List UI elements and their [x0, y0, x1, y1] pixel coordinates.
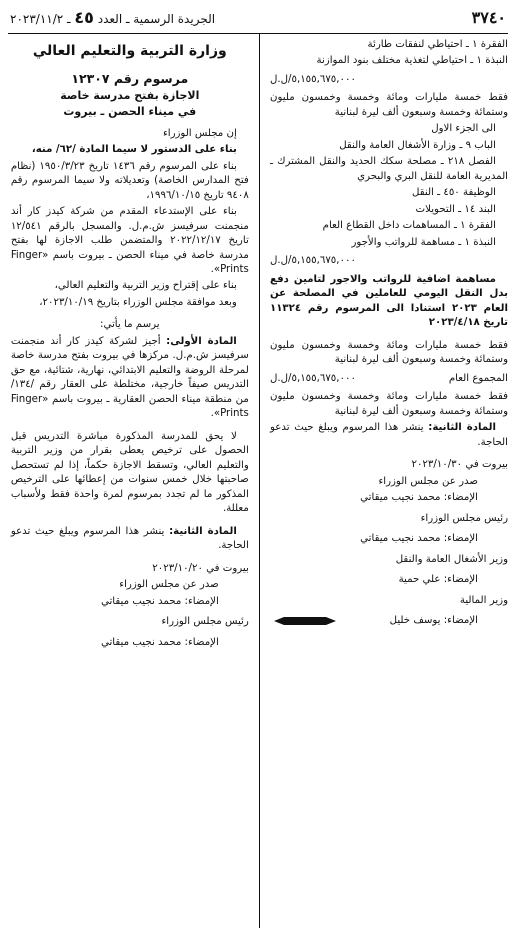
budget-line: البند ١٤ ـ التحويلات [415, 203, 496, 215]
columns [8, 34, 508, 928]
budget-line: الوظيفة ٤٥٠ ـ النقل [412, 187, 496, 199]
budget-line: الفصل ٢١٨ ـ مصلحة سكك الحديد والنقل المشترك ـ المديرية العامة للنقل البري والبحري [270, 156, 508, 182]
amount-in-words: فقط خمسة مليارات ومائة وخمسة وخمسون مليون وستمائة وخمسة وسبعون ألف ليرة لبنانية [270, 92, 508, 118]
publication-name: الجريدة الرسمية ـ العدد [97, 12, 216, 27]
signature: الإمضاء: علي حمية [398, 574, 478, 586]
total-amount: ٥,١٥٥,٦٧٥,٠٠٠/ل.ل [270, 372, 356, 384]
basis-line: بناء على إقتراح وزير التربية والتعليم العالي، [54, 280, 237, 292]
budget-line: النبذة ١ ـ مساهمة للرواتب والأجور [351, 236, 496, 248]
amount-in-words: فقط خمسة مليارات ومائة وخمسة وخمسون مليون وستمائة وخمسة وسبعون ألف ليرة لبنانية [270, 339, 508, 366]
signature: الإمضاء: محمد نجيب ميقاتي [100, 636, 219, 648]
issue-number: ٤٥ [74, 8, 94, 28]
total-label: المجموع العام [448, 372, 508, 384]
signature: الإمضاء: محمد نجيب ميقاتي [360, 492, 478, 504]
ministry-title: وزارة التربية والتعليم العالي [32, 43, 227, 59]
basis-line: بناء على المرسوم رقم ١٤٣٦ تاريخ ١٩٥٠/٣/٢٣ (نظام فتح المدارس الخاصة) وتعديلاته ولا سيما المرسوم رقم ٩٤٠٨ تاريخ ١٩٩٦/١٠/١٥، [10, 160, 249, 201]
basis-line: بناء على الإستدعاء المقدم من شركة كيدز كار أند منجمنت سرفيسز ش.م.ل. والمسجل بالرقم ١٢/٥٤١ تاريخ ٢٠٢٢/١٢/١٧ والمتضمن طلب الاجازة لها بفتح مدرسة خاصة في ميناء الحصن ـ بيروت باسم «Finger Prints». [10, 206, 249, 275]
article-text: ينشر هذا المرسوم ويبلغ حيث تدعو الحاجة. [270, 422, 508, 448]
place-date: بيروت في ٢٠٢٣/١٠/٢٠ [152, 562, 249, 574]
restriction-paragraph: لا يحق للمدرسة المذكورة مباشرة التدريس قبل الحصول على ترخيص يعطى بقرار من وزير التربية والتعليم العالي، وتسقط الاجازة حكماً، إذا لم تستحصل صاحبتها خلال خمس سنوات من إعطائها على الترخيص المذكور ما لم تجدد بمرسوم لمرة واحدة فقط ولأسباب معللة. [10, 430, 249, 515]
page-header [8, 0, 508, 34]
article-label: المادة الثانية: [169, 525, 237, 537]
budget-line: الفقرة ١ ـ المساهمات داخل القطاع العام [322, 220, 496, 232]
article-2 [11, 525, 249, 554]
article-text: ينشر هذا المرسوم ويبلغ حيث تدعو الحاجة. [10, 525, 249, 552]
issued-by: صدر عن مجلس الوزراء [378, 475, 478, 487]
basis-line: بناء على الدستور لا سيما المادة /٦٢/ منه، [31, 144, 237, 156]
allocation-description: مساهمة اضافية للرواتب والاجور لتامين دفع بدل النقل اليومي للعاملين في المصلحة عن العام ٢٠٢٣ استنادا الى المرسوم رقم ١١٣٢٤ تاريخ ٢٠٢٣/٤/١٨ [270, 273, 508, 329]
amount: ٥,١٥٥,٦٧٥,٠٠٠/ل.ل [270, 255, 356, 267]
total-row [270, 372, 508, 386]
issued-by: صدر عن مجلس الوزراء [119, 579, 219, 591]
budget-line: الفقرة ١ ـ احتياطي لنفقات طارئة [367, 39, 508, 50]
signatory-title: رئيس مجلس الوزراء [161, 616, 249, 628]
decree-subject: الاجازة بفتح مدرسة خاصة [60, 88, 200, 102]
article-1 [11, 335, 249, 422]
end-arrow-icon [274, 617, 336, 625]
article-label: المادة الأولى: [166, 335, 237, 347]
article-label: المادة الثانية: [428, 422, 496, 434]
left-column [11, 34, 255, 928]
budget-line: الى الجزء الاول [431, 123, 496, 135]
article-2 [270, 421, 508, 450]
signature: الإمضاء: يوسف خليل [389, 614, 478, 626]
amount-in-words: فقط خمسة مليارات ومائة وخمسة وخمسون مليون وستمائة وخمسة وسبعون ألف ليرة لبنانية [270, 391, 508, 417]
basis-line: وبعد موافقة مجلس الوزراء بتاريخ ٢٠٢٣/١٠/١٩، [39, 296, 237, 308]
amount: ٥,١٥٥,٦٧٥,٠٠٠/ل.ل [270, 73, 356, 85]
issue-date: ـ ٢٠٢٣/١١/٢ [10, 12, 71, 27]
budget-line: النبذة ١ ـ احتياطي لتغذية مختلف بنود الموازنة [316, 55, 508, 67]
budget-line: الباب ٩ ـ وزارة الأشغال العامة والنقل [339, 139, 496, 151]
publication-title [10, 7, 215, 30]
place-date: بيروت في ٢٠٢٣/١٠/٣٠ [411, 459, 508, 471]
column-divider [259, 34, 260, 928]
signatory-title: وزير الأشغال العامة والنقل [395, 553, 508, 565]
council-line: إن مجلس الوزراء [162, 127, 237, 139]
decree-location: في ميناء الحصن ـ بيروت [63, 105, 197, 119]
signatory-title: وزير المالية [459, 594, 508, 606]
signature: الإمضاء: محمد نجيب ميقاتي [360, 533, 478, 545]
right-column [264, 34, 508, 928]
decrees-line: يرسم ما يأتي: [100, 319, 160, 331]
decree-number: مرسوم رقم ١٢٣٠٧ [71, 70, 189, 86]
signature: الإمضاء: محمد نجيب ميقاتي [100, 595, 219, 607]
page-number: ٣٧٤٠ [471, 8, 506, 28]
article-text: أجيز لشركة كيدز كار أند منجمنت سرفيسز ش.م.ل. مركزها في بيروت بفتح مدرسة خاصة لمرحلة الروضة والتعليم الابتدائي، نهارية، شتائية، مع حق التدريس صيفاً خارجية، مختلطة على العقار رقم /١٣٤/ من منطقة ميناء الحصن العقارية ـ بيروت باسم «Finger Prints». [10, 335, 249, 420]
signatory-title: رئيس مجلس الوزراء [420, 512, 508, 524]
